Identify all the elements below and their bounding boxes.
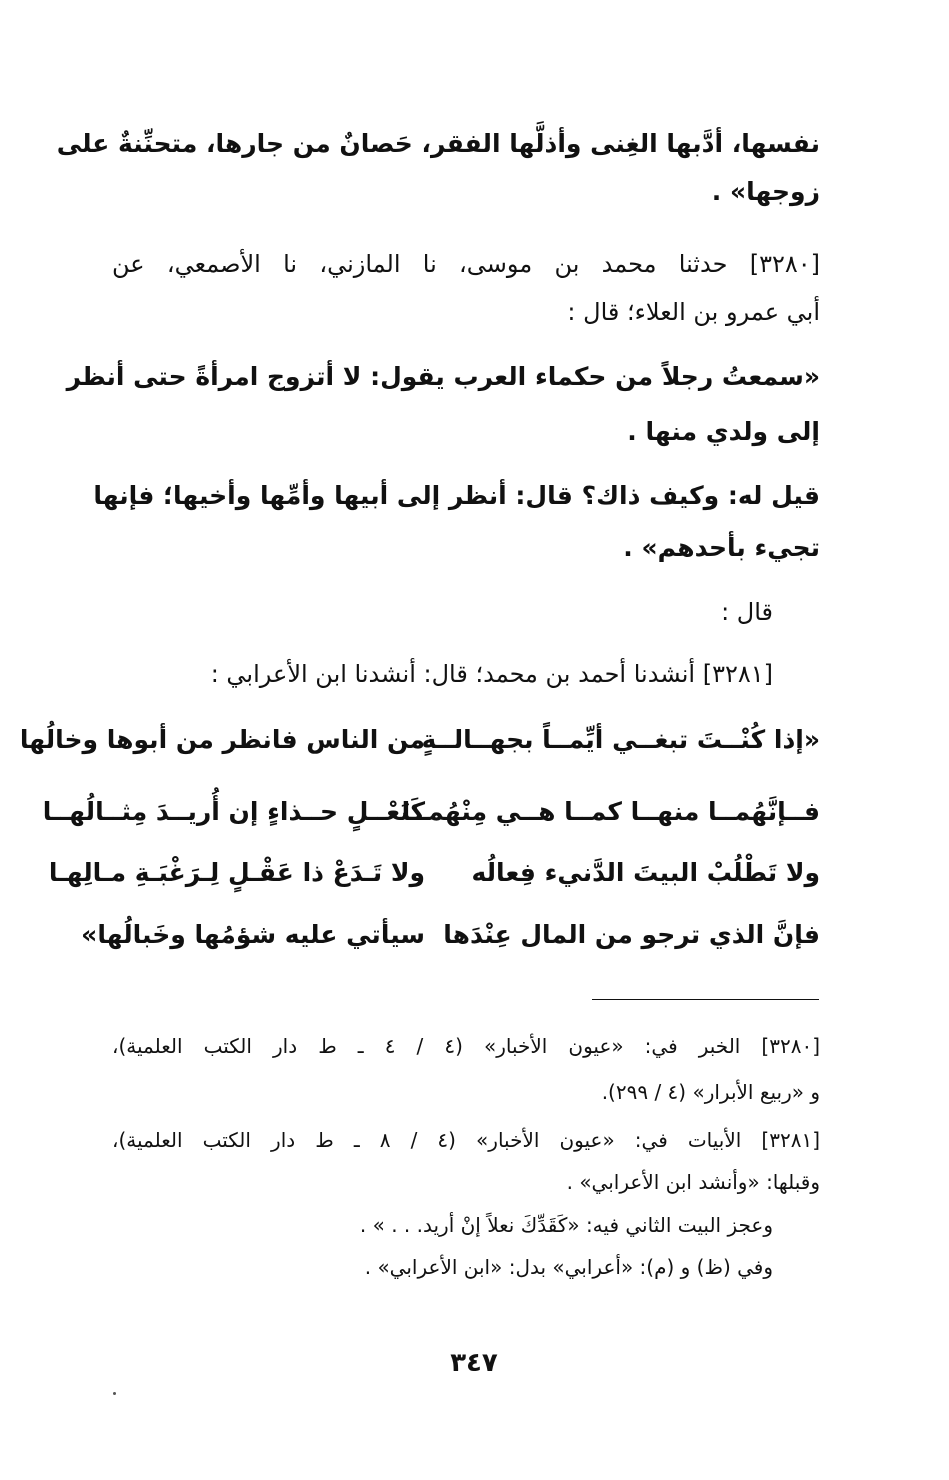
- verse-second-hemistich: من الناس فانظر من أبوها وخالُها: [19, 725, 425, 754]
- footnote-line: وقبلها: «وأنشد ابن الأعرابي» .: [566, 1170, 820, 1194]
- footnote-separator: [592, 999, 819, 1000]
- body-line: إلى ولدي منها .: [627, 417, 820, 446]
- body-line: قيل له: وكيف ذاك؟ قال: أنظر إلى أبيها وأمِّها وأخيها؛ فإنها: [93, 481, 820, 510]
- verse-first-hemistich: «إذا كُنْــتَ تبغــي أيِّمــاً بجهــالــةٍ: [421, 725, 820, 754]
- footnote-line: [٣٢٨١] الأبيات في: «عيون الأخبار» (٤ / ٨ ـ ط دار الكتب العلمية)،: [112, 1128, 821, 1152]
- verse-first-hemistich: فإنَّ الذي ترجو من المال عِنْدَها: [443, 920, 820, 949]
- footnote-line: و «ربيع الأبرار» (٤ / ٢٩٩).: [601, 1080, 820, 1104]
- body-line: زوجها» .: [711, 177, 820, 206]
- footnote-line: وفي (ظ) و (م): «أعرابي» بدل: «ابن الأعرابي» .: [364, 1255, 773, 1279]
- body-line: أبي عمرو بن العلاء؛ قال :: [567, 298, 820, 326]
- footnote-line: وعجز البيت الثاني فيه: «كَقَدِّكَ نعلاً إنْ أريد. . . » .: [359, 1213, 773, 1237]
- footnote-line: [٣٢٨٠] الخبر في: «عيون الأخبار» (٤ / ٤ ـ ط دار الكتب العلمية)،: [112, 1034, 821, 1058]
- verse-second-hemistich: ولا تَـدَعْ ذا عَقْـلٍ لِـرَغْبَـةِ مـالِهـا: [48, 858, 425, 887]
- verse-first-hemistich: ولا تَطْلُبْ البيتَ الدَّنيء فِعالُه: [471, 858, 820, 887]
- verse-second-hemistich: كَنَعْــلٍ حــذاءٍ إن أُريــدَ مِثــالُهــا: [42, 797, 425, 826]
- body-line: قال :: [721, 598, 773, 626]
- verse-second-hemistich: سيأتي عليه شؤمُها وخَبالُها»: [81, 920, 425, 949]
- body-line: نفسها، أدَّبها الغِنى وأذلَّها الفقر، حَصانٌ من جارها، متحنِّنةٌ على: [56, 129, 820, 158]
- body-line: تجيء بأحدهم» .: [623, 533, 820, 562]
- body-line: [٣٢٨٠] حدثنا محمد بن موسى، نا المازني، نا الأصمعي، عن: [112, 250, 820, 278]
- body-line: [٣٢٨١] أنشدنا أحمد بن محمد؛ قال: أنشدنا ابن الأعرابي :: [210, 660, 773, 688]
- page-number: ٣٤٧: [450, 1348, 498, 1378]
- verse-first-hemistich: فــإنَّهُمــا منهــا كمــا هــي مِنْهُمــا: [401, 797, 820, 826]
- body-line: «سمعتُ رجلاً من حكماء العرب يقول: لا أتزوج امرأةً حتى أنظر: [66, 362, 820, 391]
- scan-speck: [113, 1392, 116, 1395]
